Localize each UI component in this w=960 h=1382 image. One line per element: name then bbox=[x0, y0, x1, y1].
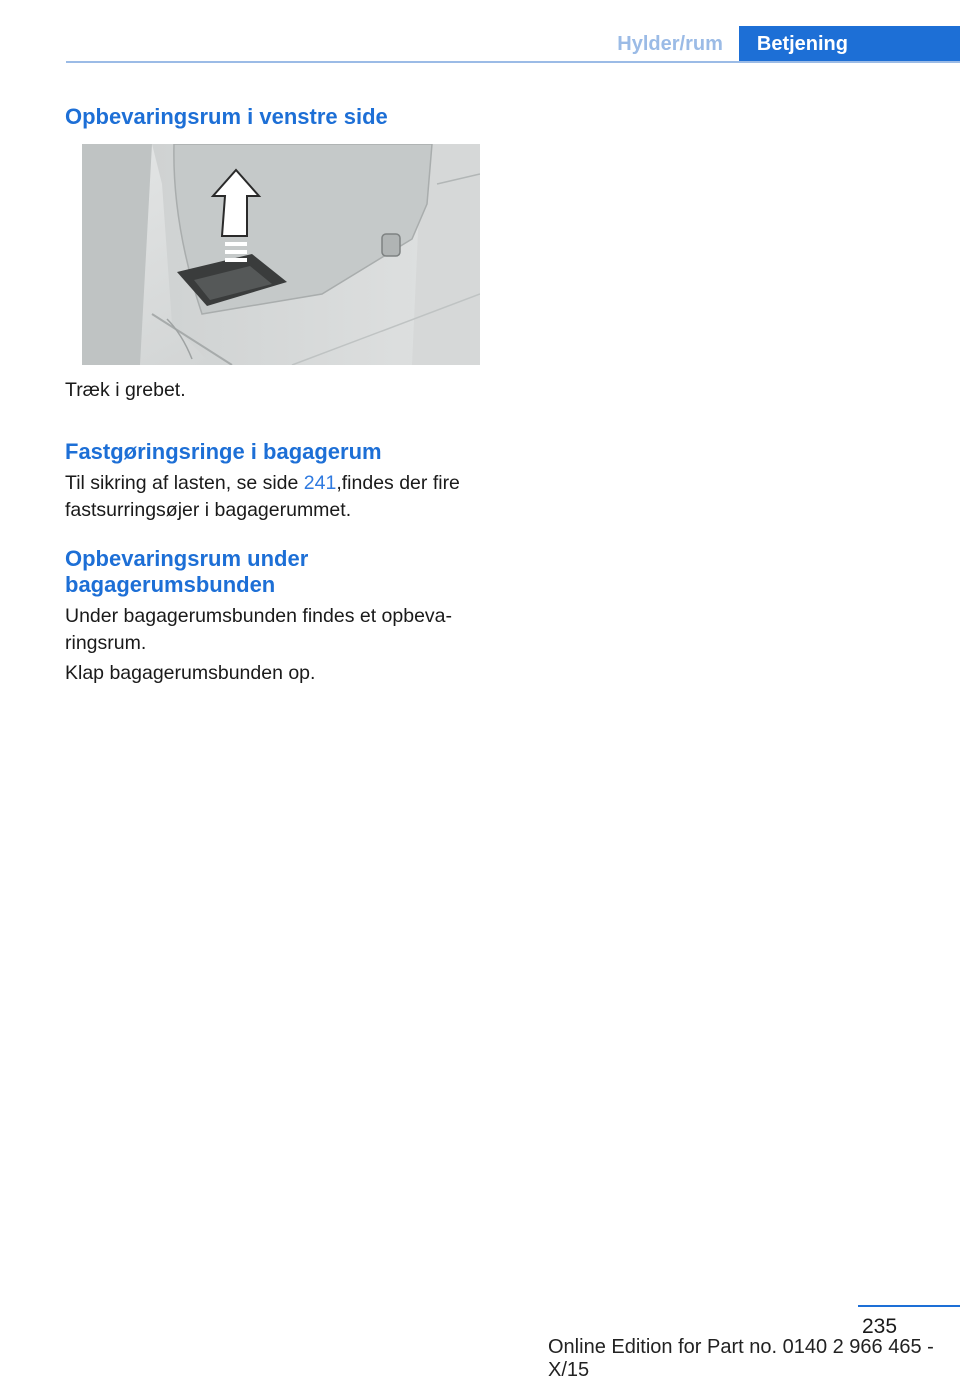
tie-down-text bbox=[65, 470, 485, 524]
instruction-lift-floor: Klap bagagerumsbunden op. bbox=[65, 662, 316, 684]
tab-section[interactable]: Hylder/rum bbox=[617, 33, 723, 55]
instruction-pull-handle: Træk i grebet. bbox=[65, 379, 186, 401]
heading-under-floor-line1: Opbevaringsrum under bbox=[65, 546, 309, 571]
trunk-illustration bbox=[82, 144, 480, 365]
heading-under-floor bbox=[65, 546, 308, 598]
tie-down-text-part1: Til sikring af lasten, se side bbox=[65, 472, 304, 494]
page-ref-link[interactable]: 241 bbox=[303, 472, 337, 494]
heading-tie-down: Fastgøringsringe i bagagerum bbox=[65, 439, 382, 464]
under-floor-text bbox=[65, 603, 485, 657]
under-floor-text-line1: Under bagagerumsbunden findes et opbeva- bbox=[65, 605, 453, 627]
tie-down-text-part3: fastsurringsøjer i bagagerummet. bbox=[65, 499, 352, 521]
footer-edition: Online Edition for Part no. 0140 2 966 465 - X/15 bbox=[548, 1336, 934, 1381]
heading-left-storage: Opbevaringsrum i venstre side bbox=[65, 104, 388, 129]
under-floor-text-line2: ringsrum. bbox=[65, 632, 147, 654]
header-tabs bbox=[599, 26, 960, 62]
tie-down-text-part2: ,findes der fire bbox=[336, 472, 460, 494]
header-rule bbox=[66, 61, 960, 63]
tab-chapter[interactable]: Betjening bbox=[739, 26, 960, 62]
page-number-rule bbox=[858, 1305, 960, 1307]
figure-trunk-storage bbox=[82, 144, 480, 365]
page-number: 235 bbox=[862, 1315, 898, 1338]
heading-under-floor-line2: bagagerumsbunden bbox=[65, 572, 276, 597]
